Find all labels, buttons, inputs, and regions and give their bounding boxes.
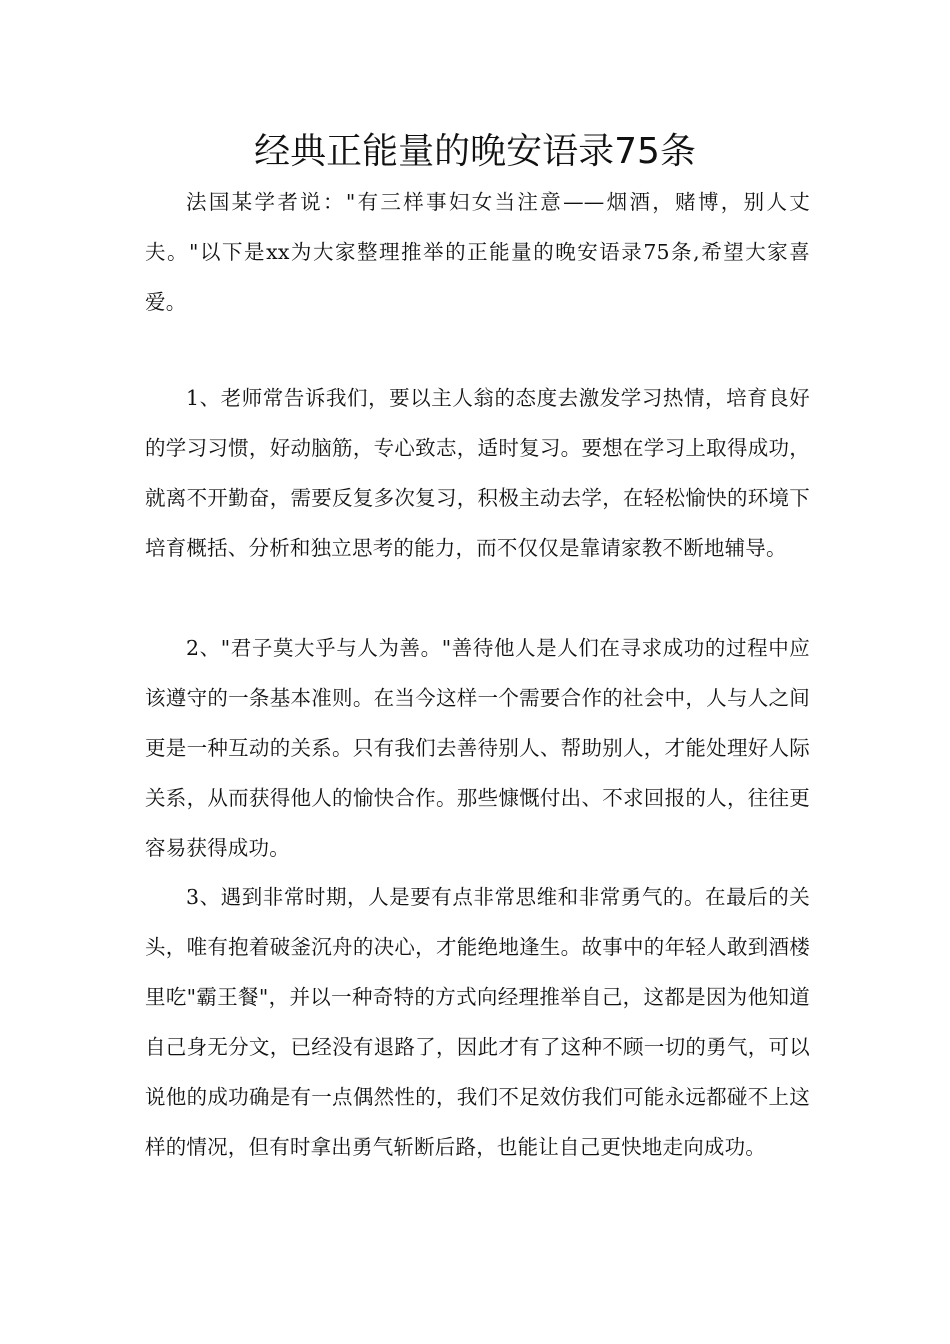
intro-paragraph: 法国某学者说："有三样事妇女当注意——烟酒，赌博，别人丈夫。"以下是xx为大家整理推举的正能量的晚安语录75条,希望大家喜爱。	[145, 190, 810, 314]
document-title: 经典正能量的晚安语录75条	[254, 131, 696, 172]
paragraph-2: 2、"君子莫大乎与人为善。"善待他人是人们在寻求成功的过程中应该遵守的一条基本准则。在当今这样一个需要合作的社会中，人与人之间更是一种互动的关系。只有我们去善待别人、帮助别人，才能处理好人际关系，从而获得他人的愉快合作。那些慷慨付出、不求回报的人，往往更容易获得成功。	[145, 636, 810, 860]
paragraph-3: 3、遇到非常时期，人是要有点非常思维和非常勇气的。在最后的关头，唯有抱着破釜沉舟的决心，才能绝地逢生。故事中的年轻人敢到酒楼里吃"霸王餐"，并以一种奇特的方式向经理推举自己，这都是因为他知道自己身无分文，已经没有退路了，因此才有了这种不顾一切的勇气，可以说他的成功确是有一点偶然性的，我们不足效仿我们可能永远都碰不上这样的情况，但有时拿出勇气斩断后路，也能让自己更快地走向成功。	[145, 885, 810, 1159]
paragraph-1: 1、老师常告诉我们，要以主人翁的态度去激发学习热情，培育良好的学习习惯，好动脑筋，专心致志，适时复习。要想在学习上取得成功，就离不开勤奋，需要反复多次复习，积极主动去学，在轻松愉快的环境下培育概括、分析和独立思考的能力，而不仅仅是靠请家教不断地辅导。	[145, 386, 810, 560]
